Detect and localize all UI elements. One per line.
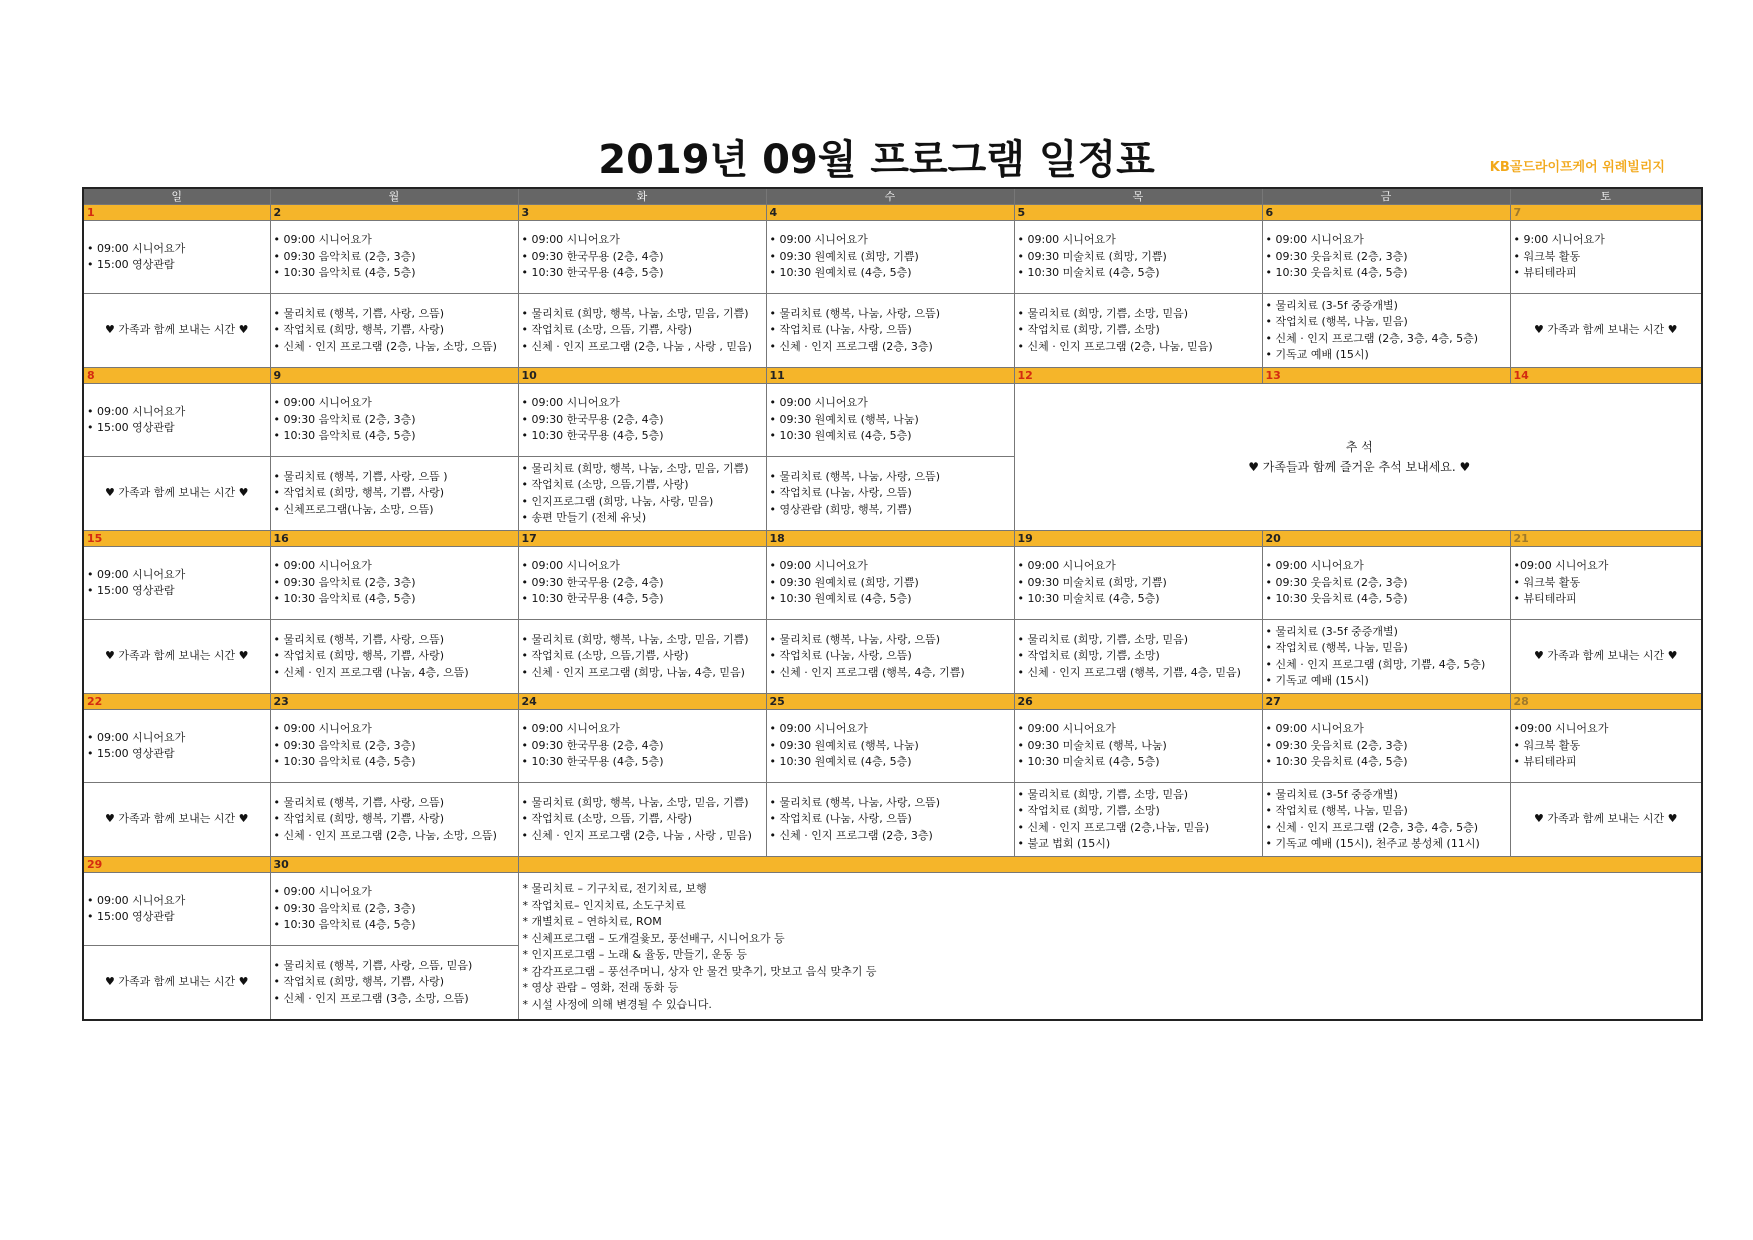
date-cell: 7 [1510, 205, 1702, 221]
day-morning [1262, 547, 1510, 620]
date-cell: 30 [270, 857, 518, 873]
day-morning [518, 221, 766, 294]
date-cell: 27 [1262, 694, 1510, 710]
activity-line: • 10:30 음악치료 (4층, 5층) [273, 266, 416, 280]
activity-line: • 15:00 영상관람 [87, 421, 175, 434]
day-afternoon [766, 457, 1014, 531]
activity-line: • 09:00 시니어요가 [769, 396, 868, 410]
activity-line: • 물리치료 (행복, 기쁨, 사랑, 으뜸) [273, 795, 445, 809]
activity-line: • 10:30 음악치료 (4층, 5층) [273, 592, 416, 606]
activity-line: • 신체 · 인지 프로그램 (2층,나눔, 믿음) [1017, 820, 1210, 834]
activity-line: • 09:30 음악치료 (2층, 3층) [273, 575, 416, 589]
day-afternoon [270, 294, 518, 368]
day-afternoon [518, 783, 766, 857]
activity-line: • 10:30 원예치료 (4층, 5층) [769, 429, 912, 443]
activity-line: • 09:00 시니어요가 [87, 567, 186, 581]
activity-line: • 기독교 예배 (15시) [1265, 348, 1369, 361]
activity-line: • 물리치료 (행복, 기쁨, 사랑, 으뜸, 믿음) [273, 958, 473, 972]
activity-line: • 신체 · 인지 프로그램 (2층, 나눔, 소망, 으뜸) [273, 828, 497, 842]
activity-line: • 09:00 시니어요가 [273, 559, 372, 573]
morning-row [83, 873, 1702, 946]
activity-line: • 작업치료 (희망, 행복, 기쁨, 사랑) [273, 975, 445, 989]
activity-line: • 신체 · 인지 프로그램 (2층, 3층) [769, 828, 933, 842]
activity-line: • 09:00 시니어요가 [273, 722, 372, 736]
activity-line: • 신체 · 인지 프로그램 (2층, 3층) [769, 339, 933, 353]
activity-line: • 신체 · 인지 프로그램 (2층, 3층, 4층, 5층) [1265, 331, 1479, 345]
day-morning [270, 221, 518, 294]
date-cell: 11 [766, 368, 1014, 384]
activity-line: • 물리치료 (행복, 기쁨, 사랑, 으뜸) [273, 632, 445, 646]
day-morning [1262, 710, 1510, 783]
family-time: ♥ 가족과 함께 보내는 시간 ♥ [1510, 783, 1702, 857]
activity-line: • 09:30 웃음치료 (2층, 3층) [1265, 738, 1408, 752]
day-morning [1510, 221, 1702, 294]
day-morning [1510, 710, 1702, 783]
activity-line: • 작업치료 (소망, 으뜸,기쁨, 사랑) [521, 649, 689, 663]
activity-line: • 10:30 원예치료 (4층, 5층) [769, 755, 912, 769]
activity-line: • 10:30 원예치료 (4층, 5층) [769, 266, 912, 280]
activity-line: • 작업치료 (행복, 나눔, 믿음) [1265, 804, 1408, 817]
date-cell: 23 [270, 694, 518, 710]
activity-line: • 워크북 활동 [1513, 738, 1581, 752]
note-line: * 시설 사정에 의해 변경될 수 있습니다. [522, 997, 712, 1011]
date-cell: 12 [1014, 368, 1262, 384]
activity-line: • 09:00 시니어요가 [87, 893, 186, 907]
date-cell: 9 [270, 368, 518, 384]
weekday-1: 월 [270, 188, 518, 205]
activity-line: • 물리치료 (행복, 나눔, 사랑, 으뜸) [769, 795, 941, 809]
activity-line: • 9:00 시니어요가 [1513, 233, 1605, 247]
date-cell: 21 [1510, 531, 1702, 547]
activity-line: • 신체 · 인지 프로그램 (희망, 나눔, 4층, 믿음) [521, 665, 745, 679]
activity-line: • 작업치료 (소망, 으뜸,기쁨, 사랑) [521, 478, 689, 491]
date-cell: 2 [270, 205, 518, 221]
day-morning [766, 384, 1014, 457]
activity-line: • 신체 · 인지 프로그램 (2층, 3층, 4층, 5층) [1265, 820, 1479, 834]
note-line: * 작업치료– 인지치료, 소도구치료 [522, 898, 686, 912]
date-cell: 10 [518, 368, 766, 384]
activity-line: • 09:30 미술치료 (행복, 나눔) [1017, 738, 1167, 752]
day-morning [1262, 221, 1510, 294]
activity-line: • 09:30 미술치료 (희망, 기쁨) [1017, 249, 1167, 263]
activity-line: • 작업치료 (희망, 행복, 기쁨, 사랑) [273, 486, 445, 500]
activity-line: • 09:30 음악치료 (2층, 3층) [273, 901, 416, 915]
activity-line: •09:00 시니어요가 [1513, 722, 1609, 736]
activity-line: • 09:00 시니어요가 [1265, 559, 1364, 573]
activity-line: • 신체 · 인지 프로그램 (3층, 소망, 으뜸) [273, 991, 469, 1005]
day-afternoon [1262, 294, 1510, 368]
day-afternoon [518, 294, 766, 368]
activity-line: • 09:30 원예치료 (희망, 기쁨) [769, 249, 919, 263]
morning-row [83, 547, 1702, 620]
activity-line: • 09:00 시니어요가 [769, 559, 868, 573]
activity-line: • 작업치료 (행복, 나눔, 믿음) [1265, 641, 1408, 654]
day-morning [518, 384, 766, 457]
activity-line: • 물리치료 (3-5f 중증개별) [1265, 298, 1398, 312]
activity-line: • 09:00 시니어요가 [521, 396, 620, 410]
activity-line: • 09:00 시니어요가 [1265, 233, 1364, 247]
day-afternoon [270, 783, 518, 857]
day-morning [518, 547, 766, 620]
activity-line: • 신체 · 인지 프로그램 (2층, 나눔, 믿음) [1017, 339, 1213, 353]
weekday-6: 토 [1510, 188, 1702, 205]
activity-line: • 작업치료 (나눔, 사랑, 으뜸) [769, 486, 912, 500]
holiday-title: 추 석 [1345, 439, 1373, 454]
day-afternoon [766, 783, 1014, 857]
activity-line: • 09:30 웃음치료 (2층, 3층) [1265, 575, 1408, 589]
family-time: ♥ 가족과 함께 보내는 시간 ♥ [1510, 294, 1702, 368]
activity-line: • 10:30 한국무용 (4층, 5층) [521, 266, 664, 280]
day-morning [766, 221, 1014, 294]
day-morning [270, 873, 518, 946]
day-morning [1014, 221, 1262, 294]
activity-line: • 15:00 영상관람 [87, 258, 175, 271]
schedule-table [82, 187, 1703, 1021]
date-cell: 22 [83, 694, 270, 710]
activity-line: • 작업치료 (희망, 행복, 기쁨, 사랑) [273, 649, 445, 663]
date-cell: 17 [518, 531, 766, 547]
morning-row [83, 710, 1702, 783]
activity-line: • 09:30 한국무용 (2층, 4층) [521, 738, 664, 752]
note-line: * 신체프로그램 – 도개걸윷모, 풍선배구, 시니어요가 등 [522, 931, 785, 945]
morning-row [83, 384, 1702, 457]
page-title: 2019년 09월 프로그램 일정표 [598, 137, 1155, 183]
activity-line: • 물리치료 (3-5f 중증개별) [1265, 624, 1398, 638]
activity-line: • 09:00 시니어요가 [521, 559, 620, 573]
activity-line: • 작업치료 (나눔, 사랑, 으뜸) [769, 812, 912, 826]
date-cell: 24 [518, 694, 766, 710]
activity-line: • 09:00 시니어요가 [87, 404, 186, 418]
note-line: * 물리치료 – 기구치료, 전기치료, 보행 [522, 882, 707, 895]
note-line: * 감각프로그램 – 풍선주머니, 상자 안 물건 맞추기, 맛보고 음식 맞추기 등 [522, 964, 877, 978]
date-cell: 5 [1014, 205, 1262, 221]
note-line: * 인지프로그램 – 노래 & 율동, 만들기, 운동 등 [522, 948, 748, 961]
activity-line: • 15:00 영상관람 [87, 910, 175, 923]
day-afternoon [1014, 294, 1262, 368]
family-time: ♥ 가족과 함께 보내는 시간 ♥ [83, 294, 270, 368]
activity-line: • 09:00 시니어요가 [1265, 722, 1364, 736]
chuseok-holiday [1014, 384, 1702, 531]
activity-line: • 작업치료 (행복, 나눔, 믿음) [1265, 315, 1408, 328]
note-line: * 개별치료 – 연하치료, ROM [522, 915, 662, 928]
family-time: ♥ 가족과 함께 보내는 시간 ♥ [83, 620, 270, 694]
activity-line: • 인지프로그램 (희망, 나눔, 사랑, 믿음) [521, 494, 714, 508]
activity-line: • 워크북 활동 [1513, 575, 1581, 589]
weekday-3: 수 [766, 188, 1014, 205]
family-time: ♥ 가족과 함께 보내는 시간 ♥ [83, 783, 270, 857]
activity-line: • 물리치료 (희망, 기쁨, 소망, 믿음) [1017, 632, 1189, 646]
activity-line: • 작업치료 (나눔, 사랑, 으뜸) [769, 323, 912, 337]
day-morning [1510, 547, 1702, 620]
weekday-5: 금 [1262, 188, 1510, 205]
activity-line: • 뷰티테라피 [1513, 592, 1577, 606]
activity-line: • 10:30 음악치료 (4층, 5층) [273, 755, 416, 769]
day-afternoon [766, 620, 1014, 694]
date-row [83, 857, 1702, 873]
date-cell: 1 [83, 205, 270, 221]
date-cell: 15 [83, 531, 270, 547]
activity-line: • 09:00 시니어요가 [1017, 722, 1116, 736]
activity-line: • 작업치료 (희망, 기쁨, 소망) [1017, 323, 1160, 337]
date-cell: 4 [766, 205, 1014, 221]
date-row [83, 531, 1702, 547]
activity-line: • 09:00 시니어요가 [1017, 233, 1116, 247]
activity-line: • 신체 · 인지 프로그램 (2층, 나눔 , 사랑 , 믿음) [521, 339, 752, 353]
activity-line: • 신체 · 인지 프로그램 (행복, 4층, 기쁨) [769, 665, 965, 679]
activity-line: • 신체프로그램(나눔, 소망, 으뜸) [273, 502, 434, 516]
activity-line: • 물리치료 (행복, 나눔, 사랑, 으뜸) [769, 632, 941, 646]
program-notes [518, 873, 1702, 1021]
date-cell: 20 [1262, 531, 1510, 547]
day-afternoon [1014, 620, 1262, 694]
date-cell: 6 [1262, 205, 1510, 221]
activity-line: • 신체 · 인지 프로그램 (2층, 나눔 , 사랑 , 믿음) [521, 828, 752, 842]
date-row [83, 205, 1702, 221]
day-morning [270, 547, 518, 620]
activity-line: • 뷰티테라피 [1513, 266, 1577, 280]
activity-line: • 작업치료 (희망, 행복, 기쁨, 사랑) [273, 323, 445, 337]
activity-line: • 15:00 영상관람 [87, 747, 175, 760]
activity-line: • 송편 만들기 (전체 유닛) [521, 511, 647, 524]
date-cell: 14 [1510, 368, 1702, 384]
note-line: * 영상 관람 – 영화, 전래 동화 등 [522, 981, 679, 994]
activity-line: • 10:30 미술치료 (4층, 5층) [1017, 592, 1160, 606]
activity-line: • 10:30 음악치료 (4층, 5층) [273, 429, 416, 443]
activity-line: • 물리치료 (희망, 행복, 나눔, 소망, 믿음, 기쁨) [521, 795, 749, 809]
day-morning [766, 710, 1014, 783]
activity-line: • 10:30 한국무용 (4층, 5층) [521, 429, 664, 443]
activity-line: • 물리치료 (행복, 기쁨, 사랑, 으뜸 ) [273, 469, 448, 483]
activity-line: • 물리치료 (행복, 나눔, 사랑, 으뜸) [769, 469, 941, 483]
day-morning [270, 384, 518, 457]
day-morning [518, 710, 766, 783]
activity-line: • 10:30 음악치료 (4층, 5층) [273, 918, 416, 932]
family-time: ♥ 가족과 함께 보내는 시간 ♥ [1510, 620, 1702, 694]
activity-line: • 09:30 음악치료 (2층, 3층) [273, 738, 416, 752]
activity-line: • 09:00 시니어요가 [273, 885, 372, 899]
day-morning [83, 547, 270, 620]
day-morning [83, 873, 270, 946]
day-afternoon [1262, 783, 1510, 857]
activity-line: • 물리치료 (행복, 나눔, 사랑, 으뜸) [769, 306, 941, 320]
activity-line: • 09:00 시니어요가 [87, 730, 186, 744]
day-morning [83, 710, 270, 783]
family-time: ♥ 가족과 함께 보내는 시간 ♥ [83, 946, 270, 1021]
activity-line: • 09:30 한국무용 (2층, 4층) [521, 575, 664, 589]
activity-line: • 물리치료 (희망, 행복, 나눔, 소망, 믿음, 기쁨) [521, 632, 749, 646]
day-morning [83, 384, 270, 457]
activity-line: • 09:30 한국무용 (2층, 4층) [521, 412, 664, 426]
activity-line: • 10:30 원예치료 (4층, 5층) [769, 592, 912, 606]
date-cell: 13 [1262, 368, 1510, 384]
date-cell: 25 [766, 694, 1014, 710]
holiday-message: ♥ 가족들과 함께 즐거운 추석 보내세요. ♥ [1248, 460, 1471, 474]
day-afternoon [518, 457, 766, 531]
day-afternoon [766, 294, 1014, 368]
date-cell-empty [518, 857, 1702, 873]
day-morning [270, 710, 518, 783]
date-cell: 19 [1014, 531, 1262, 547]
activity-line: • 영상관람 (희망, 행복, 기쁨) [769, 502, 912, 516]
day-afternoon [1014, 783, 1262, 857]
activity-line: • 작업치료 (희망, 행복, 기쁨, 사랑) [273, 812, 445, 826]
activity-line: • 물리치료 (희망, 기쁨, 소망, 믿음) [1017, 306, 1189, 320]
activity-line: • 작업치료 (소망, 으뜸, 기쁨, 사랑) [521, 812, 693, 826]
date-cell: 28 [1510, 694, 1702, 710]
weekday-header [83, 188, 1702, 205]
activity-line: • 10:30 한국무용 (4층, 5층) [521, 755, 664, 769]
day-morning [1014, 547, 1262, 620]
afternoon-row [83, 620, 1702, 694]
date-row [83, 368, 1702, 384]
activity-line: • 10:30 웃음치료 (4층, 5층) [1265, 755, 1408, 769]
date-row [83, 694, 1702, 710]
activity-line: • 물리치료 (희망, 기쁨, 소망, 믿음) [1017, 787, 1189, 801]
activity-line: • 09:30 웃음치료 (2층, 3층) [1265, 249, 1408, 263]
activity-line: • 09:30 원예치료 (행복, 나눔) [769, 412, 919, 426]
day-afternoon [270, 946, 518, 1021]
weekday-4: 목 [1014, 188, 1262, 205]
activity-line: • 기독교 예배 (15시), 천주교 봉성체 (11시) [1265, 837, 1480, 850]
date-cell: 8 [83, 368, 270, 384]
weekday-2: 화 [518, 188, 766, 205]
activity-line: • 09:00 시니어요가 [521, 233, 620, 247]
day-afternoon [518, 620, 766, 694]
activity-line: • 물리치료 (희망, 행복, 나눔, 소망, 믿음, 기쁨) [521, 461, 749, 475]
activity-line: • 15:00 영상관람 [87, 584, 175, 597]
activity-line: • 10:30 한국무용 (4층, 5층) [521, 592, 664, 606]
date-cell: 29 [83, 857, 270, 873]
date-cell: 18 [766, 531, 1014, 547]
activity-line: • 10:30 미술치료 (4층, 5층) [1017, 266, 1160, 280]
organization-name: KB골드라이프케어 위례빌리지 [1489, 160, 1665, 175]
day-morning [83, 221, 270, 294]
activity-line: • 09:00 시니어요가 [769, 722, 868, 736]
activity-line: • 09:00 시니어요가 [1017, 559, 1116, 573]
activity-line: • 09:00 시니어요가 [273, 396, 372, 410]
activity-line: • 신체 · 인지 프로그램 (나눔, 4층, 으뜸) [273, 665, 469, 679]
activity-line: • 09:00 시니어요가 [769, 233, 868, 247]
activity-line: • 작업치료 (희망, 기쁨, 소망) [1017, 649, 1160, 663]
day-afternoon [270, 457, 518, 531]
day-morning [1014, 710, 1262, 783]
afternoon-row [83, 783, 1702, 857]
activity-line: • 작업치료 (희망, 기쁨, 소망) [1017, 804, 1160, 817]
activity-line: • 워크북 활동 [1513, 249, 1581, 263]
activity-line: • 작업치료 (나눔, 사랑, 으뜸) [769, 649, 912, 663]
activity-line: • 09:30 원예치료 (행복, 나눔) [769, 738, 919, 752]
activity-line: • 신체 · 인지 프로그램 (행복, 기쁨, 4층, 믿음) [1017, 665, 1241, 679]
activity-line: • 기독교 예배 (15시) [1265, 674, 1369, 687]
activity-line: • 09:00 시니어요가 [273, 233, 372, 247]
date-cell: 3 [518, 205, 766, 221]
afternoon-row [83, 294, 1702, 368]
activity-line: • 09:30 음악치료 (2층, 3층) [273, 412, 416, 426]
activity-line: •09:00 시니어요가 [1513, 559, 1609, 573]
activity-line: • 09:30 음악치료 (2층, 3층) [273, 249, 416, 263]
date-cell: 16 [270, 531, 518, 547]
activity-line: • 10:30 웃음치료 (4층, 5층) [1265, 266, 1408, 280]
day-afternoon [1262, 620, 1510, 694]
activity-line: • 09:00 시니어요가 [521, 722, 620, 736]
family-time: ♥ 가족과 함께 보내는 시간 ♥ [83, 457, 270, 531]
morning-row [83, 221, 1702, 294]
activity-line: • 물리치료 (희망, 행복, 나눔, 소망, 믿음, 기쁨) [521, 306, 749, 320]
day-morning [766, 547, 1014, 620]
activity-line: • 09:30 한국무용 (2층, 4층) [521, 249, 664, 263]
activity-line: • 물리치료 (3-5f 중증개별) [1265, 787, 1398, 801]
activity-line: • 불교 법회 (15시) [1017, 837, 1111, 850]
weekday-0: 일 [83, 188, 270, 205]
date-cell: 26 [1014, 694, 1262, 710]
activity-line: • 신체 · 인지 프로그램 (희망, 기쁨, 4층, 5층) [1265, 657, 1486, 671]
activity-line: • 09:30 미술치료 (희망, 기쁨) [1017, 575, 1167, 589]
activity-line: • 10:30 미술치료 (4층, 5층) [1017, 755, 1160, 769]
activity-line: • 09:00 시니어요가 [87, 241, 186, 255]
activity-line: • 신체 · 인지 프로그램 (2층, 나눔, 소망, 으뜸) [273, 339, 497, 353]
day-afternoon [270, 620, 518, 694]
activity-line: • 뷰티테라피 [1513, 755, 1577, 769]
activity-line: • 10:30 웃음치료 (4층, 5층) [1265, 592, 1408, 606]
activity-line: • 작업치료 (소망, 으뜸, 기쁨, 사랑) [521, 323, 693, 337]
activity-line: • 물리치료 (행복, 기쁨, 사랑, 으뜸) [273, 306, 445, 320]
activity-line: • 09:30 원예치료 (희망, 기쁨) [769, 575, 919, 589]
